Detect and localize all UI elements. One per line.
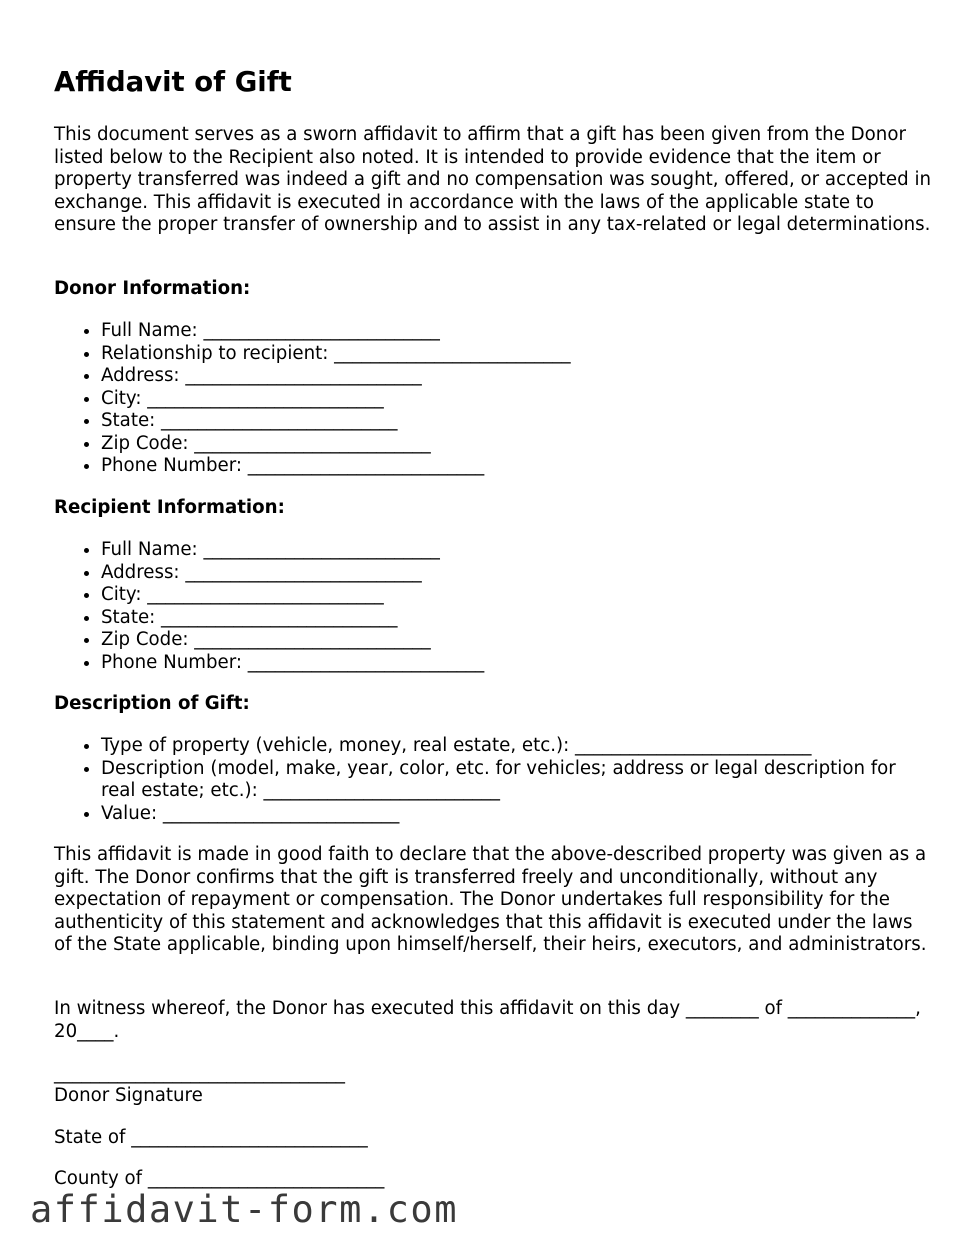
- state-of-line: State of __________________________: [54, 1127, 368, 1148]
- recipient-phone-field: • Phone Number: __________________________: [101, 652, 934, 675]
- donor-fields-list: [54, 320, 934, 478]
- gift-type-field: • Type of property (vehicle, money, real estate, etc.): __________________________: [101, 735, 934, 758]
- donor-signature-line: ________________________________: [54, 1063, 345, 1084]
- donor-full-name-field: • Full Name: __________________________: [101, 320, 934, 343]
- donor-section-heading: Donor Information:: [54, 278, 251, 299]
- intro-paragraph: This document serves as a sworn affidavit to affirm that a gift has been given from the Donor listed below to the Recipient also noted. It is intended to provide evidence that the item or property transferred was indeed a gift and no compensation was sought, offered, or accepted in exchange. This affidavit is executed in accordance with the laws of the applicable state to ensure the proper transfer of ownership and to assist in any tax-related or legal determinations.: [54, 124, 932, 235]
- donor-phone-field: • Phone Number: __________________________: [101, 455, 934, 478]
- donor-signature-label: Donor Signature: [54, 1085, 203, 1106]
- gift-fields-list: [54, 735, 934, 825]
- gift-value-field: • Value: __________________________: [101, 803, 934, 826]
- declaration-paragraph: This affidavit is made in good faith to declare that the above-described property was given as a gift. The Donor confirms that the gift is transferred freely and unconditionally, without any expectation of repayment or compensation. The Donor undertakes full responsibility for the authenticity of this statement and acknowledges that this affidavit is executed under the laws of the State applicable, binding upon himself/herself, their heirs, executors, and administrators.: [54, 844, 927, 955]
- gift-section-heading: Description of Gift:: [54, 693, 250, 714]
- donor-zip-field: • Zip Code: __________________________: [101, 433, 934, 456]
- recipient-zip-field: • Zip Code: __________________________: [101, 629, 934, 652]
- recipient-address-field: • Address: __________________________: [101, 562, 934, 585]
- recipient-full-name-field: • Full Name: __________________________: [101, 539, 934, 562]
- donor-address-field: • Address: __________________________: [101, 365, 934, 388]
- page-title: Affidavit of Gift: [54, 66, 292, 98]
- recipient-fields-list: [54, 539, 934, 674]
- gift-description-field: • Description (model, make, year, color, etc. for vehicles; address or legal description for real estate; etc.): __________________________: [101, 758, 934, 803]
- donor-relationship-field: • Relationship to recipient: __________________________: [101, 343, 934, 366]
- recipient-state-field: • State: __________________________: [101, 607, 934, 630]
- donor-city-field: • City: __________________________: [101, 388, 934, 411]
- recipient-section-heading: Recipient Information:: [54, 497, 285, 518]
- witness-paragraph: In witness whereof, the Donor has executed this affidavit on this day ________ of ______________, 20____.: [54, 998, 921, 1042]
- watermark-logo: affidavit-form.com: [30, 1188, 458, 1231]
- county-of-line: County of __________________________: [54, 1168, 385, 1189]
- recipient-city-field: • City: __________________________: [101, 584, 934, 607]
- donor-state-field: • State: __________________________: [101, 410, 934, 433]
